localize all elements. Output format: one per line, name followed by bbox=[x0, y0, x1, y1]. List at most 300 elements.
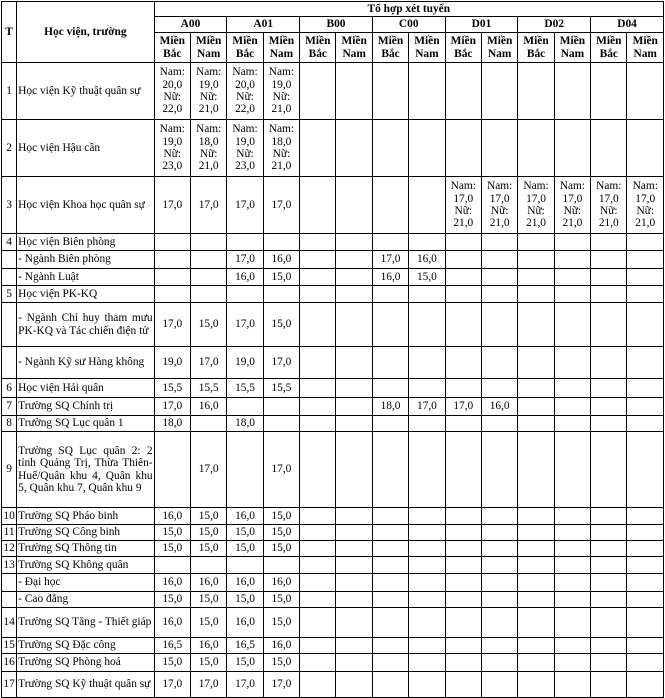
score-d04-north bbox=[591, 379, 627, 398]
score-d01-north bbox=[445, 608, 481, 638]
score-d04-north bbox=[591, 608, 627, 638]
score-a00-south: 15,0 bbox=[190, 541, 226, 557]
score-c00-north: 17,0 bbox=[372, 251, 408, 269]
score-c00-south: 16,0 bbox=[409, 251, 445, 269]
score-d04-south bbox=[627, 379, 664, 398]
score-d02-north bbox=[518, 608, 554, 638]
header-north-d02: Miền Bắc bbox=[518, 33, 554, 63]
score-d04-south bbox=[627, 557, 664, 574]
score-d02-north bbox=[518, 303, 554, 347]
score-a01-south bbox=[263, 557, 299, 574]
score-d01-north bbox=[445, 286, 481, 303]
score-d02-south bbox=[554, 347, 590, 379]
score-c00-north bbox=[372, 379, 408, 398]
score-d04-north bbox=[591, 525, 627, 541]
row-stt: 11 bbox=[2, 525, 17, 541]
score-d01-south bbox=[481, 347, 517, 379]
score-d01-north bbox=[445, 432, 481, 508]
row-stt: 10 bbox=[2, 508, 17, 525]
score-c00-north bbox=[372, 541, 408, 557]
score-b00-north bbox=[300, 541, 336, 557]
score-a00-south: 15,0 bbox=[190, 608, 226, 638]
score-b00-north bbox=[300, 638, 336, 654]
score-d02-north: Nam: 17,0 Nữ: 21,0 bbox=[518, 177, 554, 234]
score-d01-north: 17,0 bbox=[445, 398, 481, 416]
table-row bbox=[2, 638, 664, 654]
score-d01-south bbox=[481, 63, 517, 120]
score-b00-south bbox=[336, 508, 372, 525]
score-c00-north: 18,0 bbox=[372, 398, 408, 416]
score-d01-south bbox=[481, 508, 517, 525]
score-a01-south bbox=[263, 286, 299, 303]
header-north-a01: Miền Bắc bbox=[227, 33, 263, 63]
score-d02-north bbox=[518, 398, 554, 416]
header-south-d04: Miền Nam bbox=[627, 33, 664, 63]
score-d01-south bbox=[481, 269, 517, 286]
score-d04-south bbox=[627, 592, 664, 608]
score-d04-north bbox=[591, 638, 627, 654]
row-school-name: - Ngành Luật bbox=[17, 269, 154, 286]
row-school-name: - Ngành Kỹ sư Hàng không bbox=[17, 347, 154, 379]
score-d04-north bbox=[591, 574, 627, 592]
score-d04-north bbox=[591, 592, 627, 608]
score-a01-south: 16,0 bbox=[263, 251, 299, 269]
score-a01-north: Nam: 20,0 Nữ: 22,0 bbox=[227, 63, 263, 120]
score-d02-north bbox=[518, 432, 554, 508]
score-c00-north bbox=[372, 557, 408, 574]
row-stt: 5 bbox=[2, 286, 17, 303]
score-c00-south bbox=[409, 557, 445, 574]
score-d04-south bbox=[627, 251, 664, 269]
score-d04-north bbox=[591, 251, 627, 269]
score-d02-north bbox=[518, 251, 554, 269]
score-a01-north: 17,0 bbox=[227, 672, 263, 698]
table-row bbox=[2, 416, 664, 432]
row-school-name: Học viện Khoa học quân sự bbox=[17, 177, 154, 234]
score-d01-south bbox=[481, 251, 517, 269]
score-a00-north: 15,0 bbox=[154, 592, 190, 608]
score-c00-south bbox=[409, 432, 445, 508]
score-b00-north bbox=[300, 508, 336, 525]
score-d02-south bbox=[554, 608, 590, 638]
score-a01-south: 15,0 bbox=[263, 654, 299, 672]
row-school-name: Học viện Biên phòng bbox=[17, 234, 154, 251]
score-b00-south bbox=[336, 347, 372, 379]
score-a00-north: Nam: 19,0 Nữ: 23,0 bbox=[154, 120, 190, 177]
score-d01-south bbox=[481, 234, 517, 251]
header-south-d02: Miền Nam bbox=[554, 33, 590, 63]
score-d01-south bbox=[481, 286, 517, 303]
score-c00-south bbox=[409, 303, 445, 347]
score-a01-south: 17,0 bbox=[263, 177, 299, 234]
score-d02-south bbox=[554, 592, 590, 608]
row-school-name: - Ngành Biên phòng bbox=[17, 251, 154, 269]
score-a01-south: 16,0 bbox=[263, 638, 299, 654]
score-c00-north bbox=[372, 177, 408, 234]
score-a01-south: Nam: 18,0 Nữ: 21,0 bbox=[263, 120, 299, 177]
score-d04-south bbox=[627, 574, 664, 592]
score-d01-south bbox=[481, 303, 517, 347]
score-a01-south: 15,0 bbox=[263, 608, 299, 638]
table-row bbox=[2, 608, 664, 638]
score-c00-north bbox=[372, 234, 408, 251]
score-b00-south bbox=[336, 251, 372, 269]
row-stt bbox=[2, 251, 17, 269]
score-a01-south: Nam: 19,0 Nữ: 21,0 bbox=[263, 63, 299, 120]
score-b00-south bbox=[336, 269, 372, 286]
score-c00-south bbox=[409, 608, 445, 638]
score-b00-south bbox=[336, 574, 372, 592]
header-south-b00: Miền Nam bbox=[336, 33, 372, 63]
score-c00-north bbox=[372, 303, 408, 347]
score-a00-south: 16,0 bbox=[190, 638, 226, 654]
score-b00-north bbox=[300, 672, 336, 698]
score-a00-south: Nam: 19,0 Nữ: 21,0 bbox=[190, 63, 226, 120]
score-c00-north bbox=[372, 508, 408, 525]
score-d02-south bbox=[554, 432, 590, 508]
score-c00-north bbox=[372, 638, 408, 654]
score-d02-north bbox=[518, 120, 554, 177]
row-school-name: Trường SQ Thông tin bbox=[17, 541, 154, 557]
score-a01-south: 17,0 bbox=[263, 672, 299, 698]
row-stt: 17 bbox=[2, 672, 17, 698]
score-b00-north bbox=[300, 269, 336, 286]
score-d02-north bbox=[518, 525, 554, 541]
score-c00-south bbox=[409, 63, 445, 120]
header-group-a01: A01 bbox=[227, 17, 300, 33]
score-a00-south bbox=[190, 557, 226, 574]
row-stt: 14 bbox=[2, 608, 17, 638]
score-b00-south bbox=[336, 177, 372, 234]
score-d04-south bbox=[627, 234, 664, 251]
score-b00-north bbox=[300, 608, 336, 638]
score-a00-south bbox=[190, 286, 226, 303]
score-d02-south bbox=[554, 379, 590, 398]
row-school-name: Học viện Hải quân bbox=[17, 379, 154, 398]
score-d04-south bbox=[627, 654, 664, 672]
row-school-name: Trường SQ Không quân bbox=[17, 557, 154, 574]
score-d04-south bbox=[627, 508, 664, 525]
score-d02-north bbox=[518, 347, 554, 379]
score-a00-south: 17,0 bbox=[190, 177, 226, 234]
score-a00-north: Nam: 20,0 Nữ: 22,0 bbox=[154, 63, 190, 120]
score-c00-south: 17,0 bbox=[409, 398, 445, 416]
score-a01-north: 17,0 bbox=[227, 251, 263, 269]
score-d01-north bbox=[445, 654, 481, 672]
score-a00-south: 15,5 bbox=[190, 379, 226, 398]
score-a01-north bbox=[227, 286, 263, 303]
score-b00-north bbox=[300, 177, 336, 234]
score-c00-south bbox=[409, 177, 445, 234]
score-d02-south bbox=[554, 508, 590, 525]
score-a00-south bbox=[190, 269, 226, 286]
score-d02-north bbox=[518, 416, 554, 432]
score-d04-north bbox=[591, 286, 627, 303]
header-north-d01: Miền Bắc bbox=[445, 33, 481, 63]
score-d01-south: Nam: 17,0 Nữ: 21,0 bbox=[481, 177, 517, 234]
score-b00-north bbox=[300, 416, 336, 432]
header-group-d02: D02 bbox=[518, 17, 591, 33]
row-school-name: - Cao đẳng bbox=[17, 592, 154, 608]
score-a01-north: 15,0 bbox=[227, 525, 263, 541]
row-stt: 8 bbox=[2, 416, 17, 432]
score-a01-south: 15,0 bbox=[263, 592, 299, 608]
score-c00-south bbox=[409, 592, 445, 608]
score-a00-north: 19,0 bbox=[154, 347, 190, 379]
score-b00-south bbox=[336, 63, 372, 120]
row-school-name: Trường SQ Lục quân 1 bbox=[17, 416, 154, 432]
score-d01-north bbox=[445, 120, 481, 177]
score-c00-north bbox=[372, 63, 408, 120]
score-c00-north bbox=[372, 608, 408, 638]
score-d04-north bbox=[591, 234, 627, 251]
table-row bbox=[2, 398, 664, 416]
header-south-a00: Miền Nam bbox=[190, 33, 226, 63]
score-a00-south bbox=[190, 251, 226, 269]
score-a01-south: 15,0 bbox=[263, 541, 299, 557]
score-d02-north bbox=[518, 286, 554, 303]
header-stt: T bbox=[2, 2, 17, 63]
row-stt: 1 bbox=[2, 63, 17, 120]
score-b00-south bbox=[336, 379, 372, 398]
score-d04-south bbox=[627, 120, 664, 177]
row-school-name: - Ngành Chỉ huy tham mưu PK-KQ và Tác chiến điện tử bbox=[17, 303, 154, 347]
score-a00-north: 15,0 bbox=[154, 541, 190, 557]
table-row bbox=[2, 234, 664, 251]
score-a01-south: 15,0 bbox=[263, 303, 299, 347]
score-a00-south: 15,0 bbox=[190, 303, 226, 347]
score-a01-north bbox=[227, 557, 263, 574]
score-c00-south bbox=[409, 574, 445, 592]
score-a00-south: 15,0 bbox=[190, 508, 226, 525]
score-d04-north bbox=[591, 347, 627, 379]
row-stt: 7 bbox=[2, 398, 17, 416]
score-a00-south: Nam: 18,0 Nữ: 21,0 bbox=[190, 120, 226, 177]
score-a00-south: 15,0 bbox=[190, 654, 226, 672]
header-north-c00: Miền Bắc bbox=[372, 33, 408, 63]
score-a01-north: 18,0 bbox=[227, 416, 263, 432]
score-d04-south bbox=[627, 398, 664, 416]
score-b00-south bbox=[336, 432, 372, 508]
header-south-a01: Miền Nam bbox=[263, 33, 299, 63]
score-a00-north: 15,5 bbox=[154, 379, 190, 398]
score-a00-north: 16,0 bbox=[154, 608, 190, 638]
score-d01-north bbox=[445, 638, 481, 654]
score-b00-south bbox=[336, 557, 372, 574]
row-stt bbox=[2, 574, 17, 592]
score-d04-south bbox=[627, 286, 664, 303]
score-d02-south bbox=[554, 654, 590, 672]
row-school-name: Trường SQ Pháo binh bbox=[17, 508, 154, 525]
score-b00-north bbox=[300, 303, 336, 347]
score-d01-north: Nam: 17,0 Nữ: 21,0 bbox=[445, 177, 481, 234]
score-d02-south bbox=[554, 525, 590, 541]
score-a00-north bbox=[154, 251, 190, 269]
row-stt: 16 bbox=[2, 654, 17, 672]
score-c00-south bbox=[409, 120, 445, 177]
score-c00-north bbox=[372, 654, 408, 672]
score-d02-south bbox=[554, 269, 590, 286]
score-d01-south bbox=[481, 379, 517, 398]
score-a00-south: 15,0 bbox=[190, 525, 226, 541]
score-a00-north bbox=[154, 557, 190, 574]
score-d01-north bbox=[445, 347, 481, 379]
score-a01-south bbox=[263, 398, 299, 416]
row-stt: 6 bbox=[2, 379, 17, 398]
score-b00-north bbox=[300, 574, 336, 592]
score-a01-north bbox=[227, 234, 263, 251]
score-b00-north bbox=[300, 398, 336, 416]
table-row bbox=[2, 557, 664, 574]
table-row bbox=[2, 654, 664, 672]
table-header bbox=[2, 2, 664, 63]
score-d04-north bbox=[591, 557, 627, 574]
score-a01-north bbox=[227, 398, 263, 416]
score-c00-north bbox=[372, 672, 408, 698]
score-b00-south bbox=[336, 234, 372, 251]
score-d04-north bbox=[591, 654, 627, 672]
score-d01-south bbox=[481, 592, 517, 608]
header-north-a00: Miền Bắc bbox=[154, 33, 190, 63]
score-a00-north bbox=[154, 286, 190, 303]
score-a01-south: 17,0 bbox=[263, 347, 299, 379]
table-row bbox=[2, 574, 664, 592]
score-d04-south bbox=[627, 608, 664, 638]
score-a01-north: 17,0 bbox=[227, 177, 263, 234]
score-d01-north bbox=[445, 557, 481, 574]
score-a01-south: 15,0 bbox=[263, 269, 299, 286]
score-d04-north bbox=[591, 432, 627, 508]
score-a01-north: 16,0 bbox=[227, 508, 263, 525]
score-b00-north bbox=[300, 654, 336, 672]
score-d04-north bbox=[591, 398, 627, 416]
score-b00-south bbox=[336, 398, 372, 416]
score-d02-north bbox=[518, 63, 554, 120]
score-d02-south bbox=[554, 251, 590, 269]
score-d01-south bbox=[481, 120, 517, 177]
score-a00-north: 16,0 bbox=[154, 508, 190, 525]
header-school: Học viện, trường bbox=[17, 2, 154, 63]
score-a01-south bbox=[263, 416, 299, 432]
score-c00-north: 16,0 bbox=[372, 269, 408, 286]
score-a01-north: 19,0 bbox=[227, 347, 263, 379]
row-stt: 15 bbox=[2, 638, 17, 654]
score-c00-north bbox=[372, 574, 408, 592]
score-d04-south bbox=[627, 416, 664, 432]
score-d02-north bbox=[518, 557, 554, 574]
score-d01-south bbox=[481, 608, 517, 638]
table-row bbox=[2, 120, 664, 177]
score-d04-north bbox=[591, 416, 627, 432]
row-stt: 13 bbox=[2, 557, 17, 574]
table-row bbox=[2, 251, 664, 269]
score-d01-south bbox=[481, 574, 517, 592]
score-d02-south bbox=[554, 234, 590, 251]
score-d04-north bbox=[591, 508, 627, 525]
score-a00-north: 16,0 bbox=[154, 574, 190, 592]
score-a01-south: 16,0 bbox=[263, 574, 299, 592]
score-a00-north: 18,0 bbox=[154, 416, 190, 432]
row-school-name: Trường SQ Đặc công bbox=[17, 638, 154, 654]
score-a00-north: 17,0 bbox=[154, 398, 190, 416]
score-a01-south bbox=[263, 234, 299, 251]
score-c00-south bbox=[409, 234, 445, 251]
row-school-name: Học viện Kỹ thuật quân sự bbox=[17, 63, 154, 120]
score-d01-south bbox=[481, 541, 517, 557]
score-a01-north: 16,0 bbox=[227, 574, 263, 592]
row-stt bbox=[2, 347, 17, 379]
table-row bbox=[2, 508, 664, 525]
score-d01-north bbox=[445, 269, 481, 286]
header-north-b00: Miền Bắc bbox=[300, 33, 336, 63]
row-school-name: Học viện Hậu cần bbox=[17, 120, 154, 177]
table-row bbox=[2, 432, 664, 508]
score-d04-south bbox=[627, 672, 664, 698]
row-school-name: Trường SQ Tăng - Thiết giáp bbox=[17, 608, 154, 638]
score-a00-north bbox=[154, 432, 190, 508]
table-row bbox=[2, 269, 664, 286]
score-a00-south: 17,0 bbox=[190, 347, 226, 379]
score-c00-south bbox=[409, 541, 445, 557]
score-d02-south bbox=[554, 557, 590, 574]
score-d04-south: Nam: 17,0 Nữ: 21,0 bbox=[627, 177, 664, 234]
score-d01-north bbox=[445, 416, 481, 432]
score-b00-north bbox=[300, 557, 336, 574]
score-a00-north bbox=[154, 269, 190, 286]
score-d01-south: 16,0 bbox=[481, 398, 517, 416]
header-group-b00: B00 bbox=[300, 17, 373, 33]
table-row bbox=[2, 63, 664, 120]
score-b00-north bbox=[300, 63, 336, 120]
score-a00-south bbox=[190, 234, 226, 251]
score-d01-south bbox=[481, 638, 517, 654]
score-d01-north bbox=[445, 525, 481, 541]
score-a01-north: 15,0 bbox=[227, 541, 263, 557]
header-south-c00: Miền Nam bbox=[409, 33, 445, 63]
score-d01-south bbox=[481, 672, 517, 698]
score-d02-north bbox=[518, 379, 554, 398]
score-a01-south: 15,0 bbox=[263, 525, 299, 541]
score-d01-south bbox=[481, 557, 517, 574]
score-d01-north bbox=[445, 541, 481, 557]
score-d01-north bbox=[445, 303, 481, 347]
row-school-name: Trường SQ Phòng hoá bbox=[17, 654, 154, 672]
score-c00-south bbox=[409, 654, 445, 672]
score-d01-north bbox=[445, 508, 481, 525]
admission-score-table bbox=[1, 1, 664, 698]
score-c00-north bbox=[372, 525, 408, 541]
score-d02-south bbox=[554, 541, 590, 557]
score-d02-south: Nam: 17,0 Nữ: 21,0 bbox=[554, 177, 590, 234]
score-b00-south bbox=[336, 638, 372, 654]
score-a00-south: 17,0 bbox=[190, 672, 226, 698]
score-a01-south: 15,5 bbox=[263, 379, 299, 398]
table-body bbox=[2, 63, 664, 698]
header-group-d01: D01 bbox=[445, 17, 518, 33]
score-d02-north bbox=[518, 574, 554, 592]
header-combo: Tổ hợp xét tuyển bbox=[154, 2, 663, 17]
score-d01-south bbox=[481, 416, 517, 432]
score-b00-north bbox=[300, 251, 336, 269]
row-stt: 2 bbox=[2, 120, 17, 177]
table-row bbox=[2, 541, 664, 557]
score-b00-south bbox=[336, 303, 372, 347]
score-d01-south bbox=[481, 525, 517, 541]
row-stt: 3 bbox=[2, 177, 17, 234]
score-a01-north: 15,0 bbox=[227, 592, 263, 608]
score-d04-south bbox=[627, 638, 664, 654]
score-d04-south bbox=[627, 303, 664, 347]
